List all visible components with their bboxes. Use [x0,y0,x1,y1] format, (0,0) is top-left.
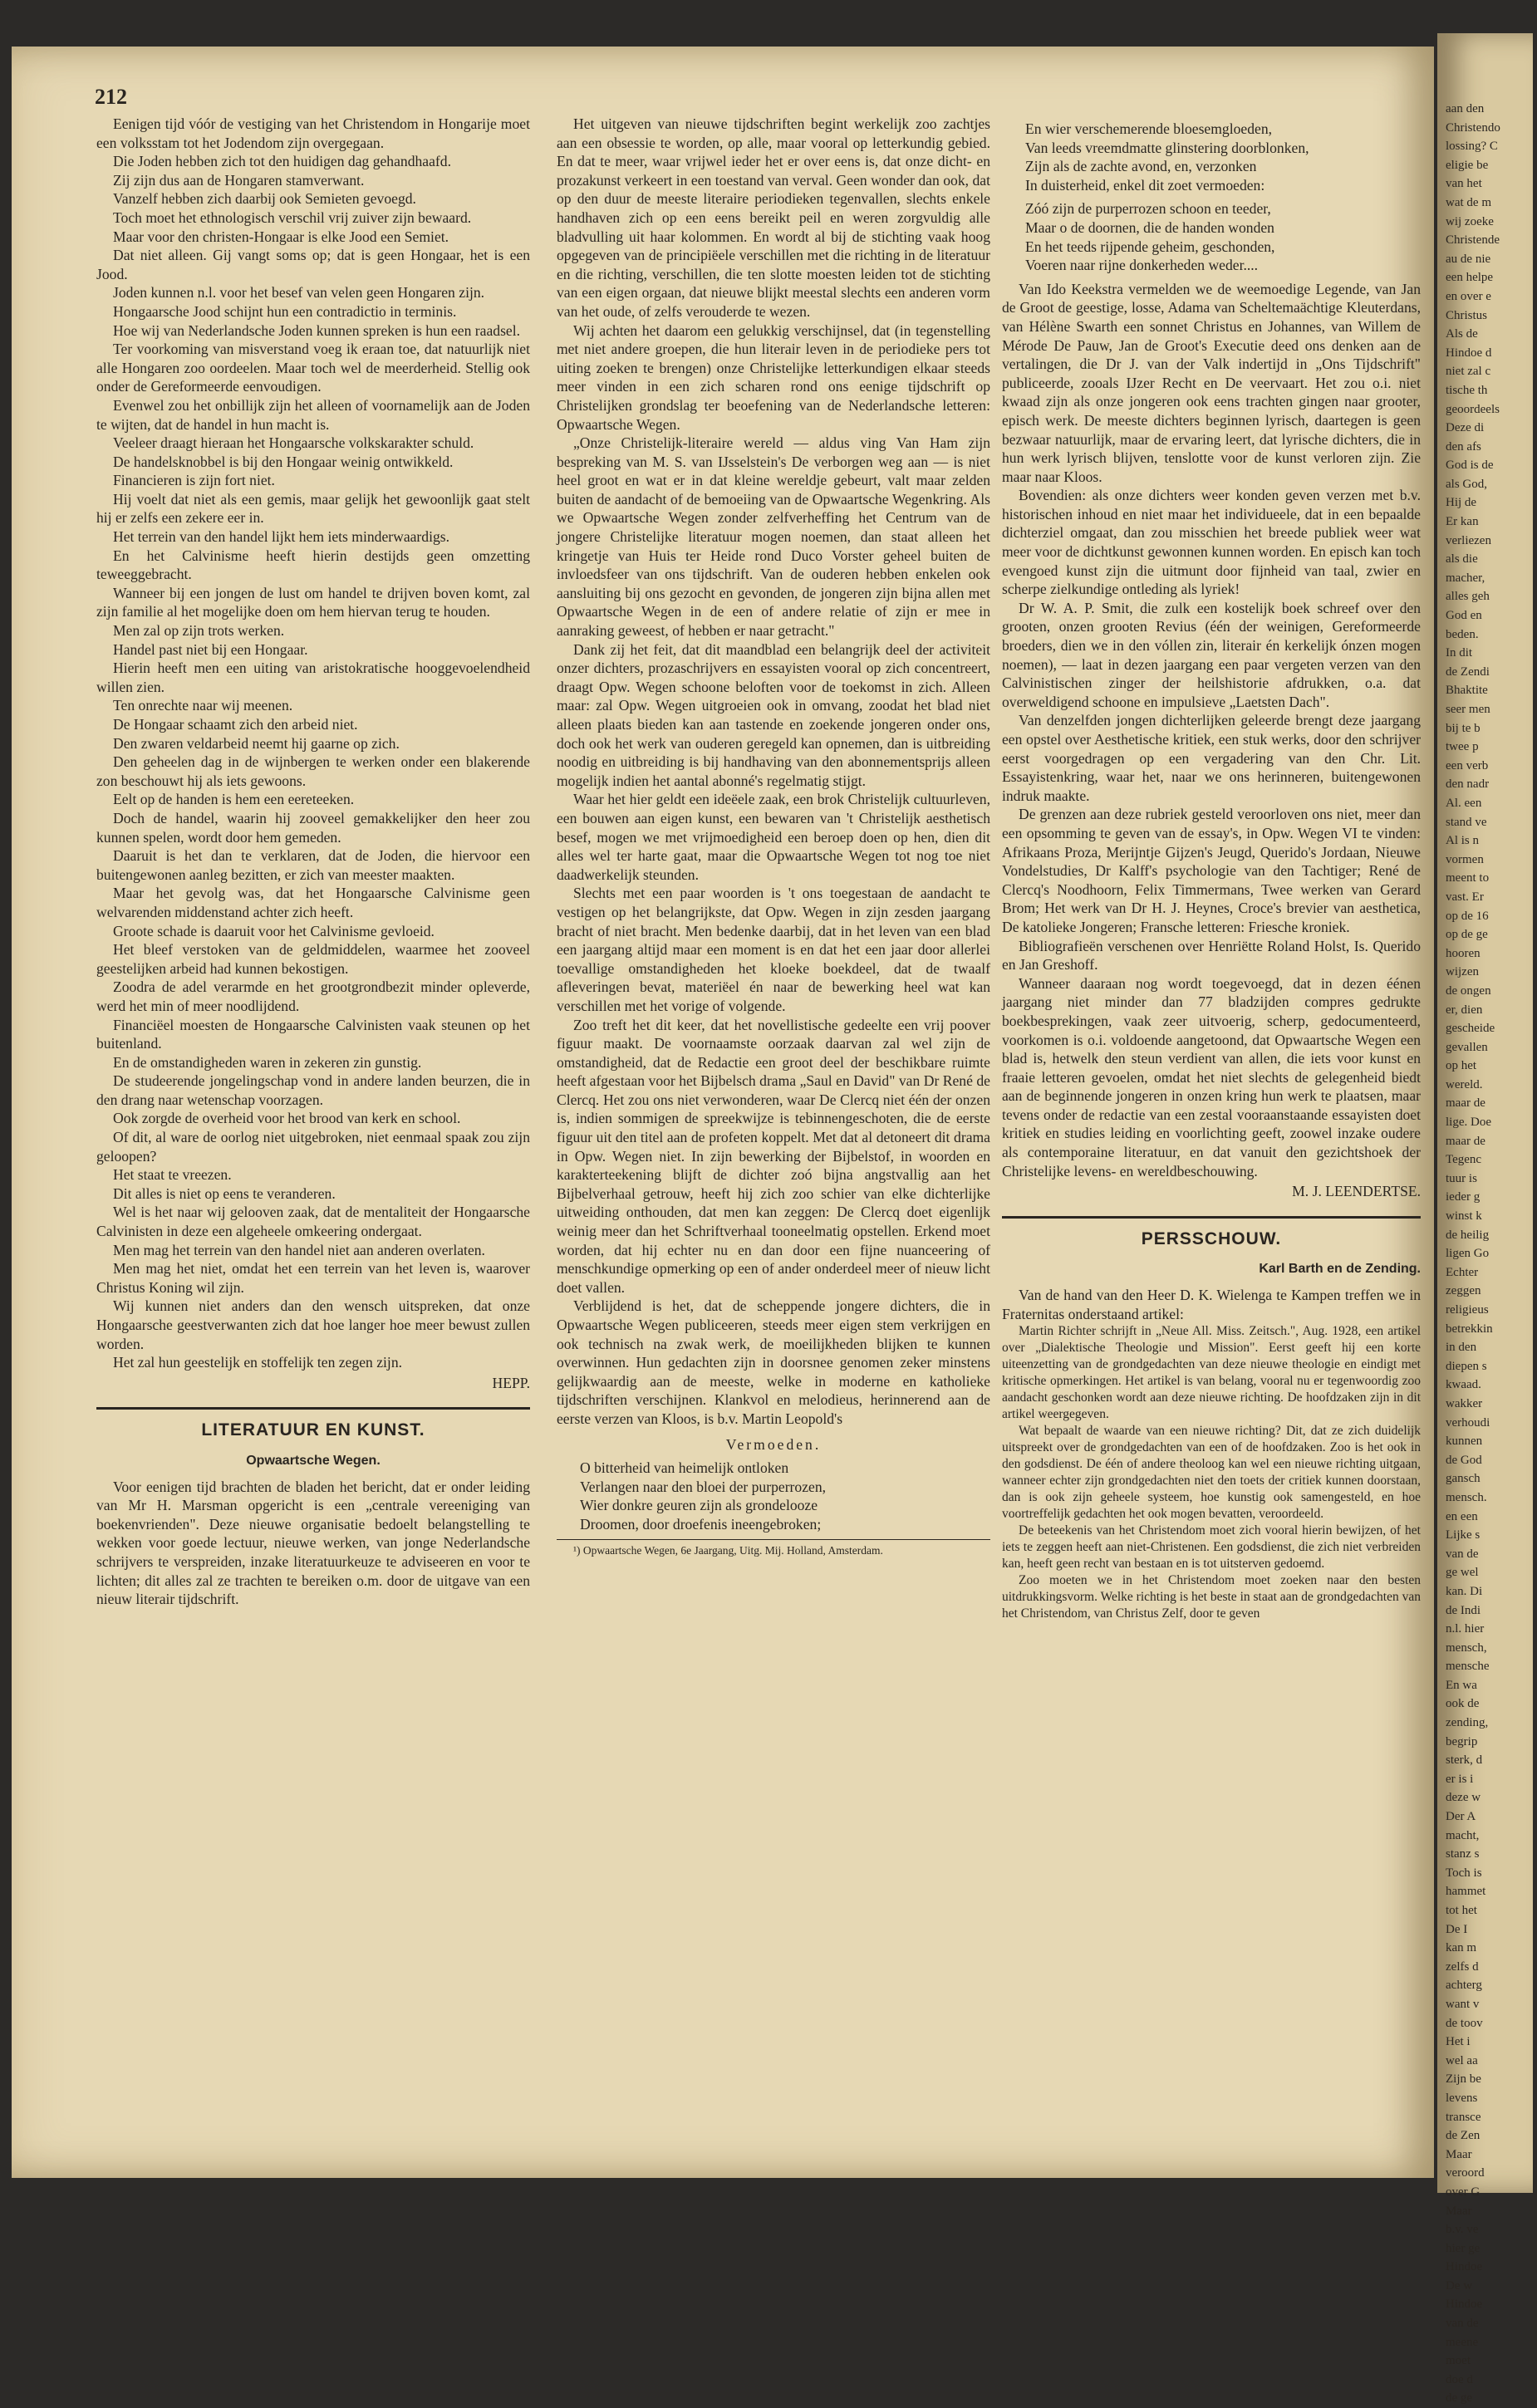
adjacent-page-column [1446,100,1537,2408]
poem-line: Wier donkre geuren zijn als grondelooze [580,1497,818,1514]
quoted-article [1002,1323,1421,1622]
text-line: religieus [1446,1303,1489,1317]
paragraph: Wij kunnen niet anders dan den wensch uitspreken, dat onze Hongaarsche geestverwanten zich dat hoe langer hoe meer bewust zullen worden. [96,1297,530,1352]
paragraph: Of dit, al ware de oorlog niet uitgebroken, niet eenmaal spaak zou zijn geloopen? [96,1129,530,1165]
text-line: de ge [1446,2391,1473,2406]
paragraph: Maar voor den christen-Hongaar is elke Jood een Semiet. [113,228,449,245]
text-line: een helpe [1446,271,1494,285]
paragraph: Het terrein van den handel lijkt hem iets minderwaardigs. [113,528,450,546]
text-line: wijzen [1446,965,1479,979]
text-line: aan den [1446,102,1485,115]
text-line: den nadr [1446,777,1490,792]
article-title-opwaartsche-wegen: Opwaartsche Wegen. [246,1453,381,1468]
text-line: Al is n [1446,834,1480,848]
text-line: zending, [1446,1716,1489,1730]
text-line: geoordeels [1446,402,1500,416]
poem-line: O bitterheid van heimelijk ontloken [580,1459,789,1477]
text-line: kwaad. [1446,1378,1481,1392]
text-line: de Zendi [1446,665,1490,679]
text-line: maar de [1446,1134,1485,1148]
paragraph: Het uitgeven van nieuwe tijdschriften begint werkelijk zoo zachtjes aan een obsessie te worden, op alle, maar vooral op letterkundig gebied. En dat te meer, waar vrijwel ieder het er over eens is, dat onze dicht- en prozakunst verkeert in een toestand van verval. Geen wonder dan ook, dat op den duur de meeste literaire periodieken tegenvallen, slechts enkele handhaven zich op een eens bereikt peil en weren zorgvuldig alle bladvulling uit haar kolommen. En wordt al bij de stichting vaak hoog opgegeven van de principiëele verschillen met die richting in de literatuur en die richting, verschillen, die ten slotte moesten leiden tot de stichting van een eigen orgaan, dat nieuwe blijkt meestal slechts een anderen vorm van het oude, of zelfs verouderde te wezen. [557,115,990,320]
paragraph: Verblijdend is het, dat de scheppende jongere dichters, die in Opwaartsche Wegen publiceeren, steeds meer eigen stem verkrijgen en ook technisch na zwak werk, de moeilijkheden blijken te kunnen overwinnen. Hun gedachten zijn in doorsnee genomen zeker minstens gelijkwaardig aan de meeste, welke in moderne en katholieke tijdschriften verschijnen. Klankvol en melodieus, herinnerend aan de eerste verzen van Kloos, is b.v. Martin Leopold's [557,1297,990,1427]
text-line: sterk, d [1446,1753,1483,1768]
text-line: b.v. ve [1446,2223,1479,2237]
text-line: alles geh [1446,590,1490,604]
text-line: want v [1446,1997,1480,2011]
paragraph: Wanneer daaraan nog wordt toegevoegd, dat in dezen éénen jaargang niet minder dan 77 bladzijden compres gedrukte boekbesprekingen, vaak zeer uitvoerig, scherp, gedocumenteerd, voorkomen is o.i. voldoende aangetoond, dat Opwaartsche Wegen een blad is, hetwelk den steun verdient van allen, die iets voor kunst en fraaie letteren gevoelen, omdat het niet slechts de gelegenheid biedt aan de beginnende jongeren in onzen kring hun werk te plaatsen, maar tevens onder de redactie van een zestal vooraanstaande essayisten doet kritiek en studies leiding en voorlichting geeft, zoowel inzake oudere als contemporaine literatuur, en dat vanuit den gezichtshoek der Christelijke levens- en wereldbeschouwing. [1002,974,1421,1179]
text-line: lossing? C [1446,140,1498,154]
text-line: Der A [1446,1810,1476,1824]
text-line: er, dien [1446,1003,1483,1017]
text-line: verliezen [1446,533,1491,547]
author-signature: M. J. LEENDERTSE. [1292,1183,1421,1200]
section-divider [96,1407,530,1410]
text-line: wat de m [1446,195,1491,209]
text-line: mensche [1446,1660,1490,1674]
poem-line: Verlangen naar den bloei der purperrozen, [580,1478,827,1495]
text-line: bij te b [1446,721,1481,735]
text-line: Deze di [1446,421,1485,435]
text-line: diepen s [1446,1359,1487,1373]
paragraph: Dr W. A. P. Smit, die zulk een kostelijk boek schreef over den grooten, onzen grooten Revius (één der weinigen, Gereformeerde broeders, dien we in den vóllen zin, literair én kerkelijk ónzen mogen noemen), — laat in dezen jaargang een paar vergeten verzen van den Calvinistischen zinger der heilshistorie afdrukken, o.a. dat overweldigend schoone en impulsieve „Laetsten Dach". [1002,599,1421,710]
text-line: au de nie [1446,252,1491,266]
text-line: gevallen [1446,1040,1488,1054]
poem-line: Zóó zijn de purperrozen schoon en teeder, [1025,200,1271,218]
text-line: doe d [1446,2372,1473,2386]
paragraph: Het zal hun geestelijk en stoffelijk ten zegen zijn. [113,1354,403,1371]
article-intro: Van de hand van den Heer D. K. Wielenga te Kampen treffen we in Fraternitas onderstaand artikel: [1002,1287,1421,1322]
text-line: betrekkin [1446,1322,1493,1336]
paragraph: Van denzelfden jongen dichterlijken geleerde brengt deze jaargang een opstel over Aesthetische kritiek, een stuk werks, door den schrijver eerst voorgedragen op een vergadering van den Chr. Lit. Essayistenkring, waar het, naar we ons herinneren, buitengewonen indruk maakte. [1002,712,1421,804]
paragraph: Financieren is zijn fort niet. [113,472,275,489]
paragraph: De Hongaar schaamt zich den arbeid niet. [113,716,358,733]
paragraph: Bovendien: als onze dichters weer konden geven verzen met b.v. historischen inhoud en niet maar het individueele, dat in een bepaalde dichterziel omgaat, dan zou misschien het breede publiek weer wat meer voor de dichtkunst gewonnen kunnen worden. En episch kan toch evengoed kunst zijn die uitmunt door fijnheid van taal, zwier en scherpe zielkundige ontleding als lyriek! [1002,487,1421,598]
text-line: wel aa [1446,2053,1478,2067]
text-line: Christus [1446,308,1488,322]
paragraph: Den geheelen dag in de wijnbergen te werken onder een blakerende zon beschouwt hij als iets gewoons. [96,753,530,789]
text-line: De w [1446,2278,1473,2293]
text-line: achterg [1446,1979,1482,1993]
text-line: Maar [1446,2147,1472,2161]
text-line: de toov [1446,2016,1483,2030]
poem-line: Maar o de doornen, die de handen wonden [1025,218,1274,236]
paragraph: Hij voelt dat niet als een gemis, maar gelijk het gewoonlijk gaat stelt hij er zelfs een zekere eer in. [96,490,530,527]
paragraph: Waar het hier geldt een ideëele zaak, een brok Christelijk cultuurleven, een bouwen aan eigen kunst, een bewaren van 't Christelijk aesthetisch besef, mogen we met vrijmoedigheid een beroep doen op hen, dien dit alles wel ter harte gaat, maar die Opwaartsche Wegen tot nog toe niet daadwerkelijk steunden. [557,791,990,883]
text-line: als die [1446,552,1478,566]
text-line: God is de [1446,459,1494,473]
text-line: tot het [1446,1904,1477,1917]
text-line: Hindoe [1446,2260,1483,2274]
text-line: den afs [1446,439,1481,454]
text-line: meent to [1446,871,1490,885]
text-line: gescheide [1446,1022,1495,1036]
paragraph: Zij zijn dus aan de Hongaren stamverwant. [113,171,365,189]
paragraph: Het bleef verstoken van de geldmiddelen, waarmee het zooveel geestelijken arbeid had kunnen bekostigen. [96,941,530,977]
article-title-karl-barth: Karl Barth en de Zending. [1259,1262,1421,1277]
text-line: Maar [1446,2204,1472,2218]
text-line: en een [1446,1509,1478,1523]
text-line: twee p [1446,740,1479,754]
text-line: meene [1446,2335,1479,2349]
text-line: levens [1446,2091,1478,2105]
text-line: beden. [1446,627,1479,641]
text-line: gansch [1446,1472,1481,1486]
paragraph: „Onze Christelijk-literaire wereld — aldus ving Van Ham zijn bespreking van M. S. van IJsselstein's De verborgen weg aan — is niet heel groot en wat er in dat kleine wereldje gebeurt, valt maar zelden buiten de aandacht of de bemoeiing van de Opwaartsche Wegenkring. Als we Opwaartsche Wegen zonder zelfverheffing het Centrum van de jongere Christelijke literatuur mogen noemen, dan staat alleen het kringetje van Huis ter Heide rond Duco Vorster geheel buiten de invloedsfeer van ons tijdschrift. Van de ouderen hebben enkelen ook aansluiting bij ons gezocht en gevonden, de jongeren zijn bijna allen met Opwaartsche Wegen in de een of andere relatie of zijn er mee in aanraking geweest, of hebben er naar getracht." [557,434,990,640]
text-line: Bhaktite [1446,684,1488,698]
paragraph: Financiëel moesten de Hongaarsche Calvinisten vaak steunen op het buitenland. [96,1016,530,1052]
text-line: Het i [1446,2035,1471,2049]
paragraph: Groote schade is daaruit voor het Calvinisme gevloeid. [113,922,435,939]
text-line: de ongen [1446,983,1491,998]
text-line: Zijn be [1446,2072,1481,2087]
paragraph: En de omstandigheden waren in zekeren zin gunstig. [113,1053,422,1071]
paragraph: De studeerende jongelingschap vond in andere landen beurzen, die in den drang naar wetenschap voorzagen. [96,1072,530,1108]
text-line: Als de [1446,327,1478,341]
text-line: veroord [1446,2166,1485,2180]
paragraph: De handelsknobbel is bij den Hongaar weinig ontwikkeld. [113,453,454,470]
text-line: er is i [1446,1772,1474,1786]
poem-title: Vermoeden. [725,1435,822,1453]
text-line: maar de [1446,1096,1485,1111]
text-line: kan m [1446,1941,1477,1955]
text-line: tische th [1446,383,1488,397]
paragraph: Hierin heeft men een uiting van aristokratische hooggevoelendheid willen zien. [96,660,530,695]
text-line: Christendo [1446,120,1500,135]
paragraph: Dank zij het feit, dat dit maandblad een belangrijk deel der activiteit onzer dichters, prozaschrijvers en essayisten vooral op zich concentreert, draagt Opw. Wegen schoone beloften voor de toekomst in zich. Alleen maar: zal Opw. Wegen uitgroeien ook in omvang, zoodat het blad niet alleen plaats bieden kan aan tastende en zoekende jongeren onder ons, doch ook het werk van ouderen geregeld kan opnemen, dan is uitbreiding noodig en uitbreiding is bij handhaving van den abonnementsprijs alleen mogelijk indien het aantal abonné's regelmatig stijgt. [557,640,990,789]
text-line: vormen [1446,852,1484,866]
text-line: In dit [1446,646,1473,660]
text-line: Hij de [1446,496,1477,510]
adjacent-page-fragment [1437,33,1533,2406]
text-line: van het [1446,177,1482,191]
text-line: Tegenc [1446,1153,1482,1167]
footnote: ¹) Opwaartsche Wegen, 6e Jaargang, Uitg. Mij. Holland, Amsterdam. [557,1539,990,1557]
text-line: deze w [1446,1791,1481,1805]
text-line: niet zal c [1446,365,1491,379]
paragraph: Eenigen tijd vóór de vestiging van het Christendom in Hongarije moet een volksstam tot het Jodendom zijn overgegaan. [96,115,530,151]
text-line: De I [1446,1922,1468,1936]
text-line: Er kan [1446,515,1479,529]
text-line: tuur is [1446,1171,1477,1185]
text-line: moet [1446,2354,1471,2368]
paragraph: Joden kunnen n.l. voor het besef van velen geen Hongaren zijn. [113,284,485,302]
text-line: ieder g [1446,1190,1481,1204]
text-line: ge wel [1446,1566,1479,1580]
text-line: God en [1446,609,1482,623]
text-line: de Indi [1446,1603,1481,1617]
text-line: Al. een [1446,796,1482,810]
text-line: stand ve [1446,815,1487,829]
paragraph: En het Calvinisme heeft hierin destijds geen omzetting teweeggebracht. [96,547,530,583]
column-1 [96,115,530,2125]
paragraph: Van Ido Keekstra vermelden we de weemoedige Legende, van Jan de Groot de geestige, losse, Adama van Scheltemaächtige Kleuterdans, van Hélène Swarth een sonnet Christus en Johannes, van Willem de Mérode De Pauw, Jan de Groot's Executie deed ons denken aan de vertalingen, die Dr J. van der Valk indertijd in „Ons Tijdschrift" publiceerde, zooals IJzer Recht en De veervaart. Het zou o.i. niet kwaad zijn als onze jongeren ook eens trachten gingen naar grooter, episch werk. De meeste dichters beginnen lyrisch, daartegen is geen bezwaar natuurlijk, maar de ervaring leert, dat lyrische dichters, die in hun werk lyrisch blijven, tenslotte voor de kunst verloren zijn. Zie maar naar Kloos. [1002,280,1421,485]
quote-paragraph: Wat bepaalt de waarde van een nieuwe richting? Dit, dat ze zich duidelijk uitspreekt over de grondgedachten van een of de hoofdzaken. Zoo is het ook in den godsdienst. De één of andere theoloog kan wel een nieuwe richting uitgaan, wanneer echter zijn grondgedachten niet den toets der critiek kunnen doorstaan, dan is ook zijn geheele systeem, hoe kunstig ook samengesteld, en hoe voortreffelijk gedachten het ook mogen bevatten, veroordeeld. [1002,1424,1421,1522]
text-line: in den [1446,1341,1477,1355]
text-line: de God [1446,1453,1482,1467]
text-line: lige. Doe [1446,1116,1491,1130]
section-heading-persschouw: PERSSCHOUW. [1141,1229,1282,1248]
poem-stanza-3 [1002,199,1421,274]
text-line: kunnen [1446,1435,1483,1449]
newspaper-page [12,47,1434,2178]
text-line: van de [1446,2317,1479,2331]
paragraph: Men mag het niet, omdat het een terrein van het leven is, waarover Christus Koning wil zijn. [96,1260,530,1296]
text-line: verhoudi [1446,1415,1490,1430]
text-line: de Zen [1446,2129,1481,2143]
text-line: seer men [1446,703,1490,716]
paragraph: Men zal op zijn trots werken. [113,622,285,640]
paragraph: Zoo treft het dit keer, dat het novellistische gedeelte een vrij poover figuur maakt. De voornaamste oorzaak daarvan zal wel zijn de omstandigheid, dat de Redactie een groot deel der beschikbare ruimte heeft afgestaan voor het Bijbelsch drama „Saul en David" van Dr René de Clercq. Het zou ons niet verwonderen, waar De Clercq niet één der onzen is, indien sommigen de spreekwijze is tebinnengeschoten, die de eerste figuur uit den titel aan de profeten koppelt. Met dat al detoneert dit drama in Opw. Wegen niet. In zijn bewerking der Bijbelstof, in woorden en karakterteekening blijft de dichter zoó bijna angstvallig aan het Bijbelverhaal getrouw, heeft hij zich zoo schier van elke dichterlijke uitweiding onthouden, dat men kan zeggen: De Clercq doet eigenlijk weinig meer dan het Schriftverhaal tooneelmatig opstellen. Erkend moet worden, dat hij echter nu en dan door een fijne nuanceering of menschkundige opmerking op een of ander onderdeel meer of nieuw licht doet vallen. [557,1016,990,1296]
paragraph: Die Joden hebben zich tot den huidigen dag gehandhaafd. [113,153,451,170]
paragraph: Hoe wij van Nederlandsche Joden kunnen spreken is hun een raadsel. [113,321,521,339]
poem-line: Droomen, door droefenis ineengebroken; [580,1515,822,1533]
text-line: hier ge [1446,2241,1481,2255]
text-line: als God, [1446,477,1487,491]
paragraph: Zoodra de adel verarmde en het grootgrondbezit minder opleverde, werd het min of meer noodlijdend. [96,978,530,1014]
paragraph: Men mag het terrein van den handel niet aan anderen overlaten. [113,1241,485,1258]
paragraph: Hongaarsche Jood schijnt hun een contradictio in terminis. [113,302,457,320]
paragraph: Ook zorgde de overheid voor het brood van kerk en school. [113,1110,461,1127]
text-line: zelfs d [1446,1959,1479,1974]
paragraph: Den zwaren veldarbeid neemt hij gaarne op zich. [113,734,400,752]
text-line: zeggen [1446,1284,1481,1298]
text-line: een verb [1446,758,1489,772]
paragraph: Wij achten het daarom een gelukkig verschijnsel, dat (in tegenstelling met niet andere groepen, die hun literair leven in de periodieke pers tot uiting zoeken te brengen) onze Christelijke letterkundigen elkaar steeds meer vinden in een zich scharen rond ons eenige tijdschrift op Christelijken grondslag ter beoefening van de Nederlandsche letteren: Opwaartsche Wegen. [557,321,990,433]
text-line: ook de [1446,1697,1480,1711]
text-line: wakker [1446,1396,1483,1410]
paragraph: Eelt op de handen is hem een eereteeken. [113,791,355,808]
poem-line: In duisterheid, enkel dit zoet vermoeden: [1025,176,1265,194]
paragraph: De grenzen aan deze rubriek gesteld veroorloven ons niet, meer dan een opsomming te geven van de essay's, in Opw. Wegen VI te vinden: Afrikaans Proza, Merijntje Gijzen's Jeugd, Querido's Jordaan, Nieuwe Vondelstudies, Dr Kalff's psychologie van den Tachtiger; René de Clercq's Noodhoorn, Felix Timmermans, Twee werken van Gerard Brom; Het werk van Dr H. J. Heynes, Croce's brevier van aesthetica, De katolieke Jongeren; Fransche letteren: Friesche kroniek. [1002,806,1421,935]
paragraph: Toch moet het ethnologisch verschil vrij zuiver zijn bewaard. [113,208,472,226]
paragraph: Maar het gevolg was, dat het Hongaarsche Calvinisme geen welvarenden middenstand achter zich heeft. [96,885,530,920]
text-line: Christende [1446,233,1500,248]
section-heading-literatuur: LITERATUUR EN KUNST. [201,1420,425,1440]
text-line: winst k [1446,1209,1482,1224]
col1-paragraphs [96,115,530,1372]
poem-line: En het teeds rijpende geheim, geschonden, [1025,238,1275,255]
poem-line: Zijn als de zachte avond, en, verzonken [1025,158,1257,175]
text-line: Hindoe [1446,2298,1483,2312]
col1-article-paragraphs [96,1478,530,1609]
text-line: begrip [1446,1734,1478,1748]
text-line: stanz s [1446,1847,1480,1861]
text-line: macht, [1446,1828,1480,1842]
text-line: transce [1446,2110,1481,2124]
paragraph: Voor eenigen tijd brachten de bladen het bericht, dat er onder leiding van Mr H. Marsman opgericht is een „centrale vereeniging van boekenvrienden". Deze nieuwe organisatie bedoelt belangstelling te wekken voor goede lectuur, nieuwe werken, van jonge Nederlandsche schrijvers te verspreiden, inzake literatuurkeuze te adviseeren en voor te lichten; dit alles zal ze trachten te bereiken o.m. door de uitgave van een nieuw literair tijdschrift. [96,1478,530,1608]
poem-line: Van leeds vreemdmatte glinstering doorblonken, [1025,139,1309,156]
text-line: macher, [1446,571,1485,585]
paragraph: Doch de handel, waarin hij zooveel gemakkelijker den heer zou kunnen spelen, wordt door hem gemeden. [96,809,530,846]
paragraph: Vanzelf hebben zich daarbij ook Semieten gevoegd. [113,190,416,208]
paragraph: Slechts met een paar woorden is 't ons toegestaan de aandacht te vestigen op het belangrijkste, dat Opw. Wegen in zijn zesden jaargang bracht of niet bracht. Men bedenke daarbij, dat in het leven van een blad een jaargang altijd maar een moment is en dat het een jaar door allerlei toevallige omstandigheden het kloeke boekdeel, dat de twaalf afleveringen bevat, materiëel én naar de bewerking heel wat kan verschillen met het vorige of volgende. [557,885,990,1014]
text-line: mensch. [1446,1490,1487,1504]
column-2 [557,115,990,2141]
text-line: n.l. hier [1446,1622,1485,1636]
text-line: Toch is [1446,1866,1482,1880]
paragraph: Ten onrechte naar wij meenen. [113,697,293,714]
paragraph: Dit alles is niet op eens te veranderen. [113,1184,336,1202]
col3-paragraphs [1002,280,1421,1181]
text-line: wereld. [1446,1077,1483,1091]
text-line: op het [1446,1059,1477,1073]
text-line: de heilig [1446,1228,1490,1242]
poem-line: Voeren naar rijne donkerheden weder.... [1025,257,1259,274]
paragraph: Bibliografieën verschenen over Henriëtte Roland Holst, Is. Querido en Jan Greshoff. [1002,937,1421,973]
text-line: hooren [1446,946,1481,960]
paragraph: Wel is het naar wij gelooven zaak, dat de mentaliteit der Hongaarsche Calvinisten in deze een algeheele omkeering ondergaat. [96,1204,530,1240]
text-line: op de ge [1446,928,1488,942]
paragraph: Wanneer bij een jongen de lust om handel te drijven boven komt, zal zijn familie al het mogelijke doen om hem hiervan terug te houden. [96,584,530,620]
page-number: 212 [95,85,127,109]
paragraph: Daaruit is het dan te verklaren, dat de Joden, die hiervoor een buitengewonen aanleg bezitten, er zich van meester maakten. [96,847,530,883]
text-line: kan. Di [1446,1584,1483,1598]
text-line: vast. Er [1446,890,1484,904]
text-line: mensch, [1446,1640,1487,1655]
paragraph: Veeleer draagt hieraan het Hongaarsche volkskarakter schuld. [113,434,474,452]
article-signature: HEPP. [492,1374,530,1391]
poem-stanza-1 [557,1459,990,1533]
text-line: eligie be [1446,158,1489,172]
text-line: Echter [1446,1265,1479,1279]
text-line: Hindoe d [1446,346,1492,360]
col2-paragraphs [557,115,990,1429]
paragraph: Het staat te vreezen. [113,1166,232,1184]
text-line: van de [1446,1547,1479,1561]
text-line: wij zoeke [1446,214,1494,228]
quote-paragraph: Zoo moeten we in het Christendom moet zoeken naar den besten uitdrukkingsvorm. Welke richting is het beste in staat aan de grondgedachten van het Christendom, van Christus Zelf, door te geven [1002,1573,1421,1621]
poem-line: En wier verschemerende bloesemgloeden, [1025,120,1273,137]
text-line: op de 16 [1446,909,1489,923]
poem-stanza-2 [1002,120,1421,194]
quote-paragraph: De beteekenis van het Christendom moet zich vooral hierin bewijzen, of het iets te zeggen heeft aan niet-Christenen. Een godsdienst, die zich niet verbreiden kan, heeft geen recht van bestaan en is tot uitsterven gedoemd. [1002,1523,1421,1572]
paragraph: Dat niet alleen. Gij vangt soms op; dat is geen Hongaar, het is een Jood. [96,247,530,282]
text-line: over G [1446,2185,1481,2199]
text-line: ligen Go [1446,1247,1490,1261]
text-line: hammet [1446,1885,1486,1899]
paragraph: Handel past niet bij een Hongaar. [113,640,308,658]
text-line: En wa [1446,1678,1477,1692]
paragraph: Ter voorkoming van misverstand voeg ik eraan toe, dat natuurlijk niet alle Hongaren zoo oordeelen. Maar toch wel de meerderheid. Stellig ook onder de Gereformeerde eenvoudigen. [96,341,530,395]
text-line: Lijke s [1446,1528,1481,1542]
section-divider [1002,1216,1421,1219]
paragraph: Evenwel zou het onbillijk zijn het alleen of voornamelijk aan de Joden te wijten, dat de handel in hun macht is. [96,396,530,433]
quote-paragraph: Martin Richter schrijft in „Neue All. Miss. Zeitsch.", Aug. 1928, een artikel over „Dialektische Theologie und Mission". Eerst geeft hij een korte uiteenzetting van de grondgedachten van deze nieuwe theologie en eindigt met kritische opmerkingen. Het artikel is van belang, vooral nu er tegenwoordig zoo aandacht geschonken wordt aan deze nieuwe richting. De hoofdzaken zijn in dit artikel weergegeven. [1002,1324,1421,1422]
column-3 [1002,115,1421,2141]
text-line: en over e [1446,289,1491,303]
